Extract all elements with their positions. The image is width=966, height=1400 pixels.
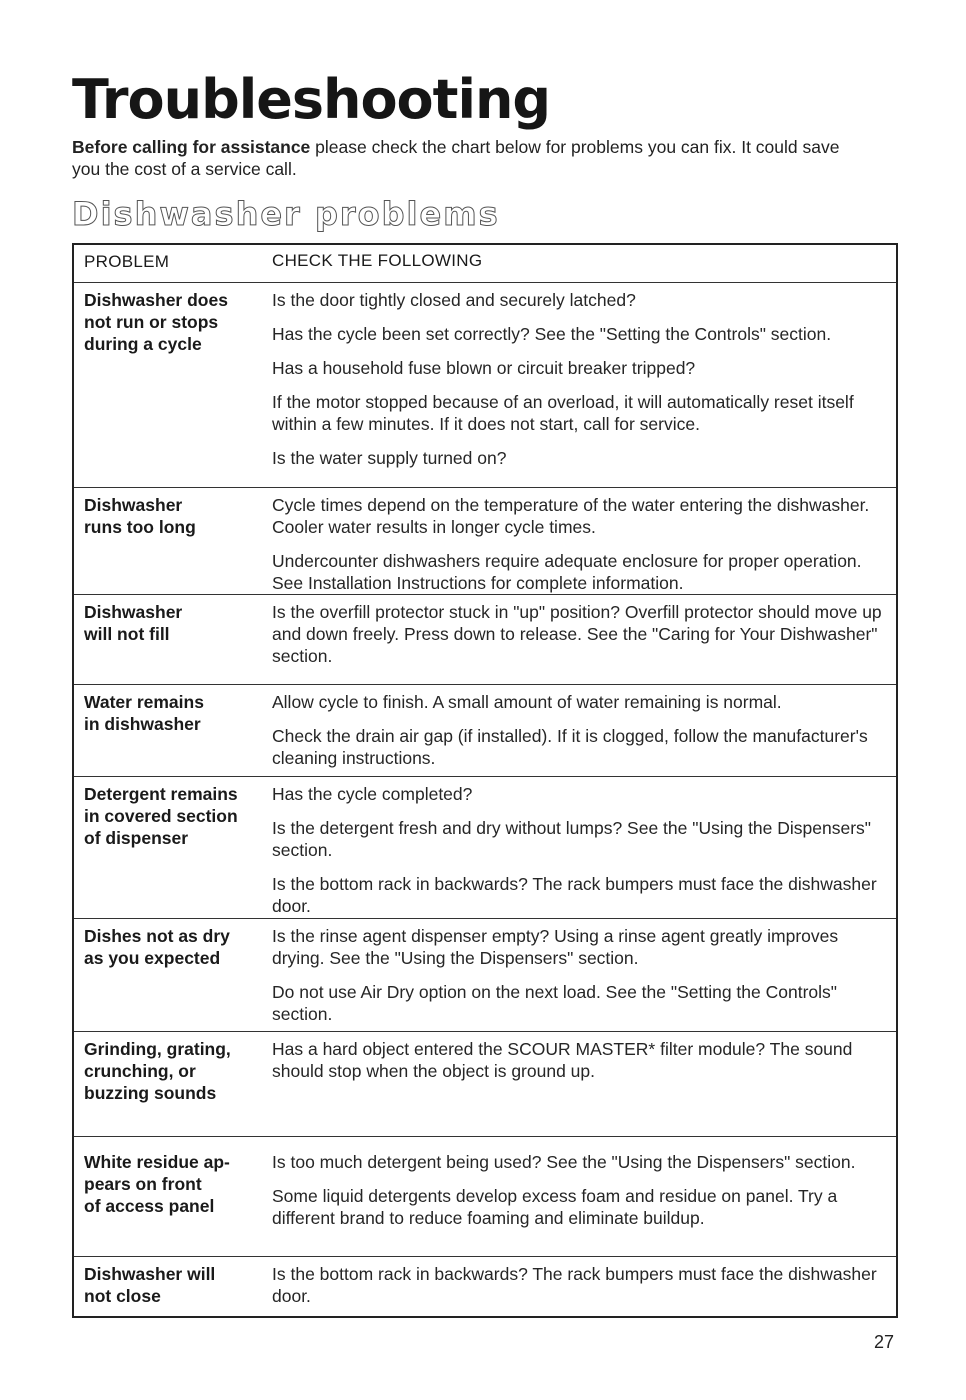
checks-cell [272, 494, 896, 594]
table-row [74, 1136, 896, 1256]
checks-cell [272, 1263, 896, 1316]
check-item: Some liquid detergents develop excess foam and residue on panel. Try a different brand to reduce foaming and eliminate buildup. [272, 1186, 838, 1228]
check-item: Has a hard object entered the SCOUR MASTER* filter module? The sound should stop when the object is ground up. [272, 1039, 853, 1081]
checks-cell [272, 783, 896, 918]
page-number: 27 [873, 1332, 894, 1352]
check-item: Check the drain air gap (if installed). If it is clogged, follow the manufacturer's cleaning instructions. [272, 726, 868, 768]
table-row [74, 776, 896, 918]
table-row [74, 684, 896, 776]
check-item: Cycle times depend on the temperature of the water entering the dishwasher. Cooler water results in longer cycle times. [272, 495, 870, 537]
check-item: Is the detergent fresh and dry without lumps? See the "Using the Dispensers" section. [272, 818, 871, 860]
table-row [74, 594, 896, 684]
check-item: Is the overfill protector stuck in "up" position? Overfill protector should move up and down freely. Press down to release. See the "Caring for Your Dishwasher" section. [272, 602, 882, 666]
check-item: If the motor stopped because of an overload, it will automatically reset itself within a few minutes. If it does not start, call for service. [272, 392, 854, 434]
check-item: Is the water supply turned on? [272, 448, 507, 468]
check-item: Has the cycle been set correctly? See the "Setting the Controls" section. [272, 324, 832, 344]
check-item: Do not use Air Dry option on the next load. See the "Setting the Controls" section. [272, 982, 837, 1024]
table-header-row [74, 245, 896, 282]
problem-cell: Grinding, grating, crunching, or buzzing sounds [84, 1039, 231, 1103]
section-title: Dishwasher problems [72, 195, 500, 233]
check-item: Has the cycle completed? [272, 784, 473, 804]
problem-cell: Dishes not as dry as you expected [84, 926, 230, 968]
table-row [74, 1031, 896, 1136]
problem-cell: White residue ap- pears on front of access panel [84, 1152, 230, 1216]
problem-cell: Dishwasher will not close [84, 1264, 216, 1306]
check-item: Has a household fuse blown or circuit breaker tripped? [272, 358, 696, 378]
table-row [74, 282, 896, 487]
problem-cell: Water remains in dishwasher [84, 692, 204, 734]
checks-cell [272, 925, 896, 1031]
page-title: Troubleshooting [72, 68, 551, 131]
checks-cell [272, 691, 896, 776]
table-row [74, 1256, 896, 1316]
check-item: Is the bottom rack in backwards? The rack bumpers must face the dishwasher door. [272, 1264, 877, 1306]
check-item: Is the rinse agent dispenser empty? Using a rinse agent greatly improves drying. See the "Using the Dispensers" section. [272, 926, 839, 968]
header-problem: PROBLEM [84, 252, 170, 271]
table-row [74, 487, 896, 594]
intro-text: please check the chart below for problems you can fix. It could save you the cost of a service call. [72, 137, 840, 179]
intro-paragraph [72, 136, 872, 180]
troubleshooting-table [72, 243, 898, 1318]
checks-cell [272, 1151, 896, 1256]
problem-cell: Dishwasher runs too long [84, 495, 196, 537]
check-item: Allow cycle to finish. A small amount of water remaining is normal. [272, 692, 782, 712]
checks-cell [272, 1038, 896, 1136]
checks-cell [272, 601, 896, 684]
check-item: Undercounter dishwashers require adequate enclosure for proper operation. See Installation Instructions for complete information. [272, 551, 862, 593]
problem-cell: Dishwasher will not fill [84, 602, 183, 644]
check-item: Is the door tightly closed and securely latched? [272, 290, 636, 310]
check-item: Is too much detergent being used? See the "Using the Dispensers" section. [272, 1152, 856, 1172]
problem-cell: Dishwasher does not run or stops during a cycle [84, 290, 228, 354]
checks-cell [272, 289, 896, 487]
intro-bold-text: Before calling for assistance [72, 137, 311, 157]
check-item: Is the bottom rack in backwards? The rack bumpers must face the dishwasher door. [272, 874, 877, 916]
problem-cell: Detergent remains in covered section of dispenser [84, 784, 238, 848]
table-row [74, 918, 896, 1031]
header-check: CHECK THE FOLLOWING [272, 251, 483, 270]
